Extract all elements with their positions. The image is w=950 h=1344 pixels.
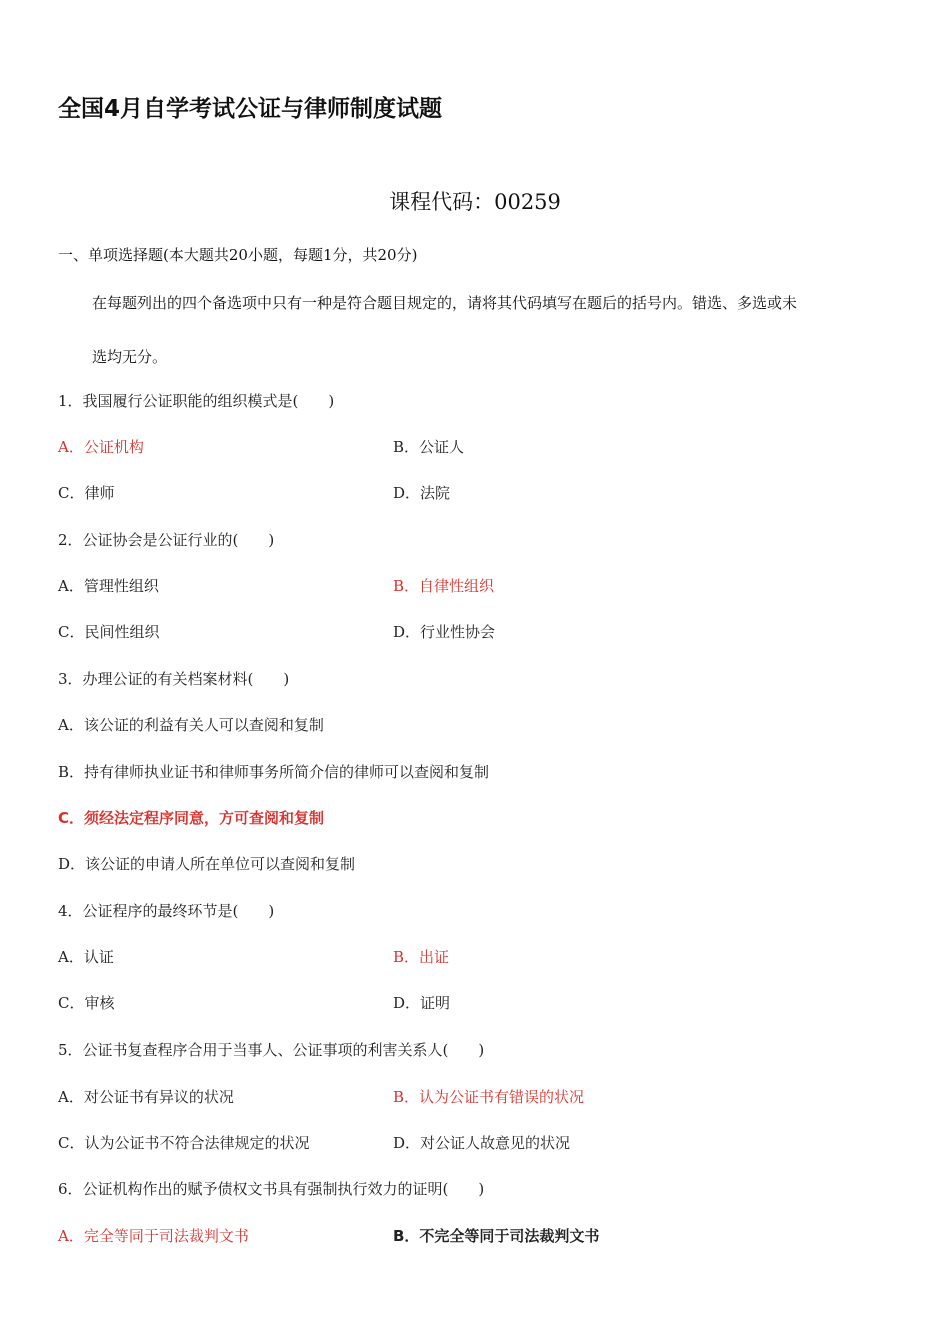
question-2-option-a: A．管理性组织 <box>58 577 159 595</box>
question-4-option-d: D．证明 <box>393 994 451 1012</box>
question-5-option-d: D．对公证人故意见的状况 <box>393 1134 571 1152</box>
question-1-option-a: A．公证机构 <box>58 438 144 456</box>
question-2-option-c: C．民间性组织 <box>58 623 160 641</box>
question-6-option-b: B．不完全等同于司法裁判文书 <box>393 1227 600 1245</box>
document-title: 全国4月自学考试公证与律师制度试题 <box>58 96 443 122</box>
question-2-option-b: B．自律性组织 <box>393 577 495 595</box>
question-2-stem: 2．公证协会是公证行业的( ) <box>58 531 275 549</box>
instructions-line-2: 选均无分。 <box>92 348 168 366</box>
question-3-option-c: C．须经法定程序同意，方可查阅和复制 <box>58 809 325 827</box>
course-code: 课程代码：00259 <box>389 190 561 214</box>
section-heading: 一、单项选择题(本大题共20小题，每题1分，共20分) <box>58 246 418 264</box>
question-4-stem: 4．公证程序的最终环节是( ) <box>58 902 275 920</box>
question-5-option-b: B．认为公证书有错误的状况 <box>393 1088 585 1106</box>
question-3-option-d: D．该公证的申请人所在单位可以查阅和复制 <box>58 855 356 873</box>
question-4-option-b: B．出证 <box>393 948 450 966</box>
question-1-stem: 1．我国履行公证职能的组织模式是( ) <box>58 392 335 410</box>
question-6-option-a: A．完全等同于司法裁判文书 <box>58 1227 249 1245</box>
question-3-stem: 3．办理公证的有关档案材料( ) <box>58 670 290 688</box>
question-5-option-c: C．认为公证书不符合法律规定的状况 <box>58 1134 310 1152</box>
question-5-option-a: A．对公证书有异议的状况 <box>58 1088 234 1106</box>
instructions-line-1: 在每题列出的四个备选项中只有一种是符合题目规定的，请将其代码填写在题后的括号内。错选、多选或未 <box>92 294 798 312</box>
question-4-option-c: C．审核 <box>58 994 115 1012</box>
question-1-option-d: D．法院 <box>393 484 451 502</box>
question-4-option-a: A．认证 <box>58 948 114 966</box>
question-5-stem: 5．公证书复查程序合用于当事人、公证事项的利害关系人( ) <box>58 1041 485 1059</box>
question-1-option-c: C．律师 <box>58 484 115 502</box>
question-1-option-b: B．公证人 <box>393 438 465 456</box>
question-3-option-b: B．持有律师执业证书和律师事务所简介信的律师可以查阅和复制 <box>58 763 490 781</box>
question-6-stem: 6．公证机构作出的赋予债权文书具有强制执行效力的证明( ) <box>58 1180 485 1198</box>
question-2-option-d: D．行业性协会 <box>393 623 496 641</box>
question-3-option-a: A．该公证的利益有关人可以查阅和复制 <box>58 716 324 734</box>
